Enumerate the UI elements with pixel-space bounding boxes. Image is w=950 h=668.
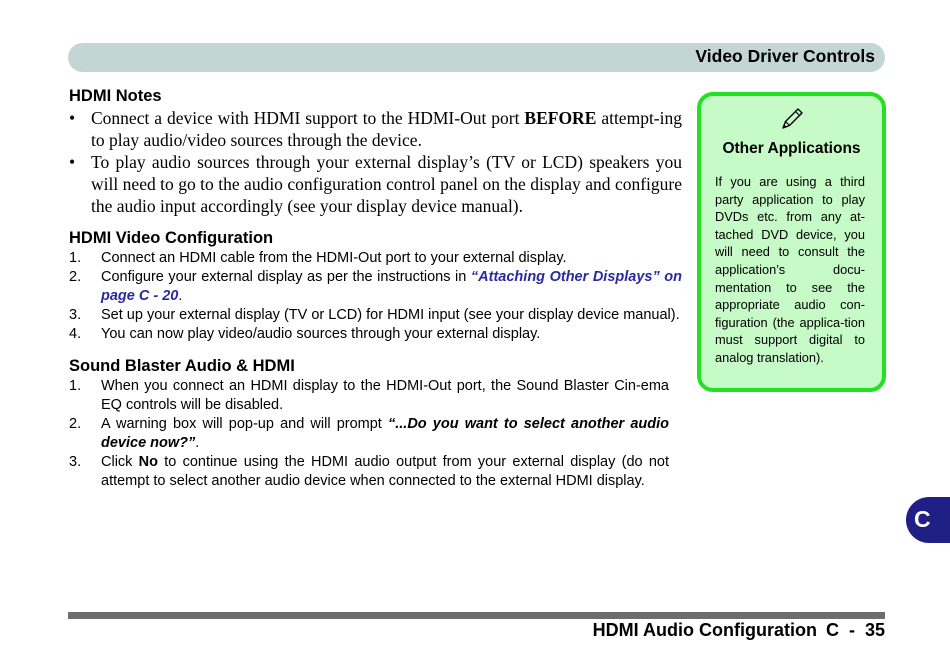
- step-number: 1.: [69, 378, 82, 394]
- step-item: [69, 249, 682, 268]
- step-number: 1.: [69, 250, 82, 266]
- step-item: [69, 306, 682, 325]
- chapter-tab-letter: C: [914, 506, 931, 532]
- sidebar-note: [697, 92, 886, 392]
- bullet: •: [69, 108, 76, 128]
- step-text-pre: Configure your external display as per the instructions in: [101, 269, 471, 285]
- step-text-pre: A warning box will pop-up and will prompt: [101, 416, 388, 432]
- section-heading-hdmi-notes: HDMI Notes: [69, 87, 162, 105]
- section-heading-video-config: HDMI Video Configuration: [69, 229, 274, 247]
- video-config-steps: [69, 249, 682, 344]
- attaching-displays-link[interactable]: “Attaching Other Displays” on page C - 20: [101, 269, 682, 304]
- step-number: 2.: [69, 269, 82, 285]
- step-number: 3.: [69, 307, 82, 323]
- list-item: [69, 151, 682, 217]
- step-text-post: .: [195, 435, 200, 451]
- chapter-tab: [906, 497, 950, 543]
- sound-blaster-steps: [69, 377, 669, 491]
- chapter-title: Video Driver Controls: [695, 46, 875, 66]
- hdmi-notes-list: [69, 107, 682, 217]
- sidebar-title: Other Applications: [722, 140, 861, 157]
- header-bar: [68, 43, 885, 72]
- footer-bar: [68, 612, 885, 619]
- main-content: [69, 85, 682, 491]
- pencil-icon: [779, 106, 805, 132]
- step-number: 4.: [69, 326, 82, 342]
- item-text-bold: BEFORE: [524, 108, 597, 128]
- item-text-pre: Connect a device with HDMI support to the HDMI-Out port: [91, 108, 525, 128]
- section-heading-sound-blaster: Sound Blaster Audio & HDMI: [69, 357, 295, 375]
- step-text: When you connect an HDMI display to the HDMI-Out port, the Sound Blaster Cin-ema EQ controls will be disabled.: [101, 378, 669, 413]
- footer-title: HDMI Audio Configuration: [592, 620, 817, 640]
- step-text-post: .: [178, 288, 183, 304]
- item-text-post: attempt-ing to play audio/video sources through the device.: [91, 108, 682, 150]
- step-item: [69, 453, 669, 491]
- step-number: 3.: [69, 454, 82, 470]
- bullet: •: [69, 152, 76, 172]
- step-text: Connect an HDMI cable from the HDMI-Out port to your external display.: [101, 250, 567, 266]
- sidebar-body: If you are using a third party application to play DVDs etc. from any at-tached DVD device, you will need to consult the application’s docu-mentation to see the appropriate audio con-figuration (the applica-tion must support digital to analog translation).: [715, 174, 865, 365]
- step-text: You can now play video/audio sources through your external display.: [101, 326, 541, 342]
- page-number: C - 35: [825, 620, 885, 640]
- step-item: [69, 268, 682, 306]
- warning-prompt-text: “...Do you want to select another audio device now?”: [101, 416, 669, 451]
- list-item: [69, 107, 682, 151]
- step-item: [69, 377, 669, 415]
- step-item: [69, 325, 682, 344]
- footer: [593, 620, 885, 641]
- item-text: To play audio sources through your external display’s (TV or LCD) speakers you will need to go to the audio configuration control panel on the display and configure the audio input accordingly (see your display device manual).: [91, 152, 682, 216]
- step-text-post: to continue using the HDMI audio output from your external display (do not attempt to select another audio device when connected to the external HDMI display.: [101, 454, 669, 489]
- step-number: 2.: [69, 416, 82, 432]
- no-button-label: No: [138, 454, 159, 470]
- step-text-pre: Click: [101, 454, 139, 470]
- step-text: Set up your external display (TV or LCD) for HDMI input (see your display device manual).: [101, 307, 680, 323]
- step-item: [69, 415, 669, 453]
